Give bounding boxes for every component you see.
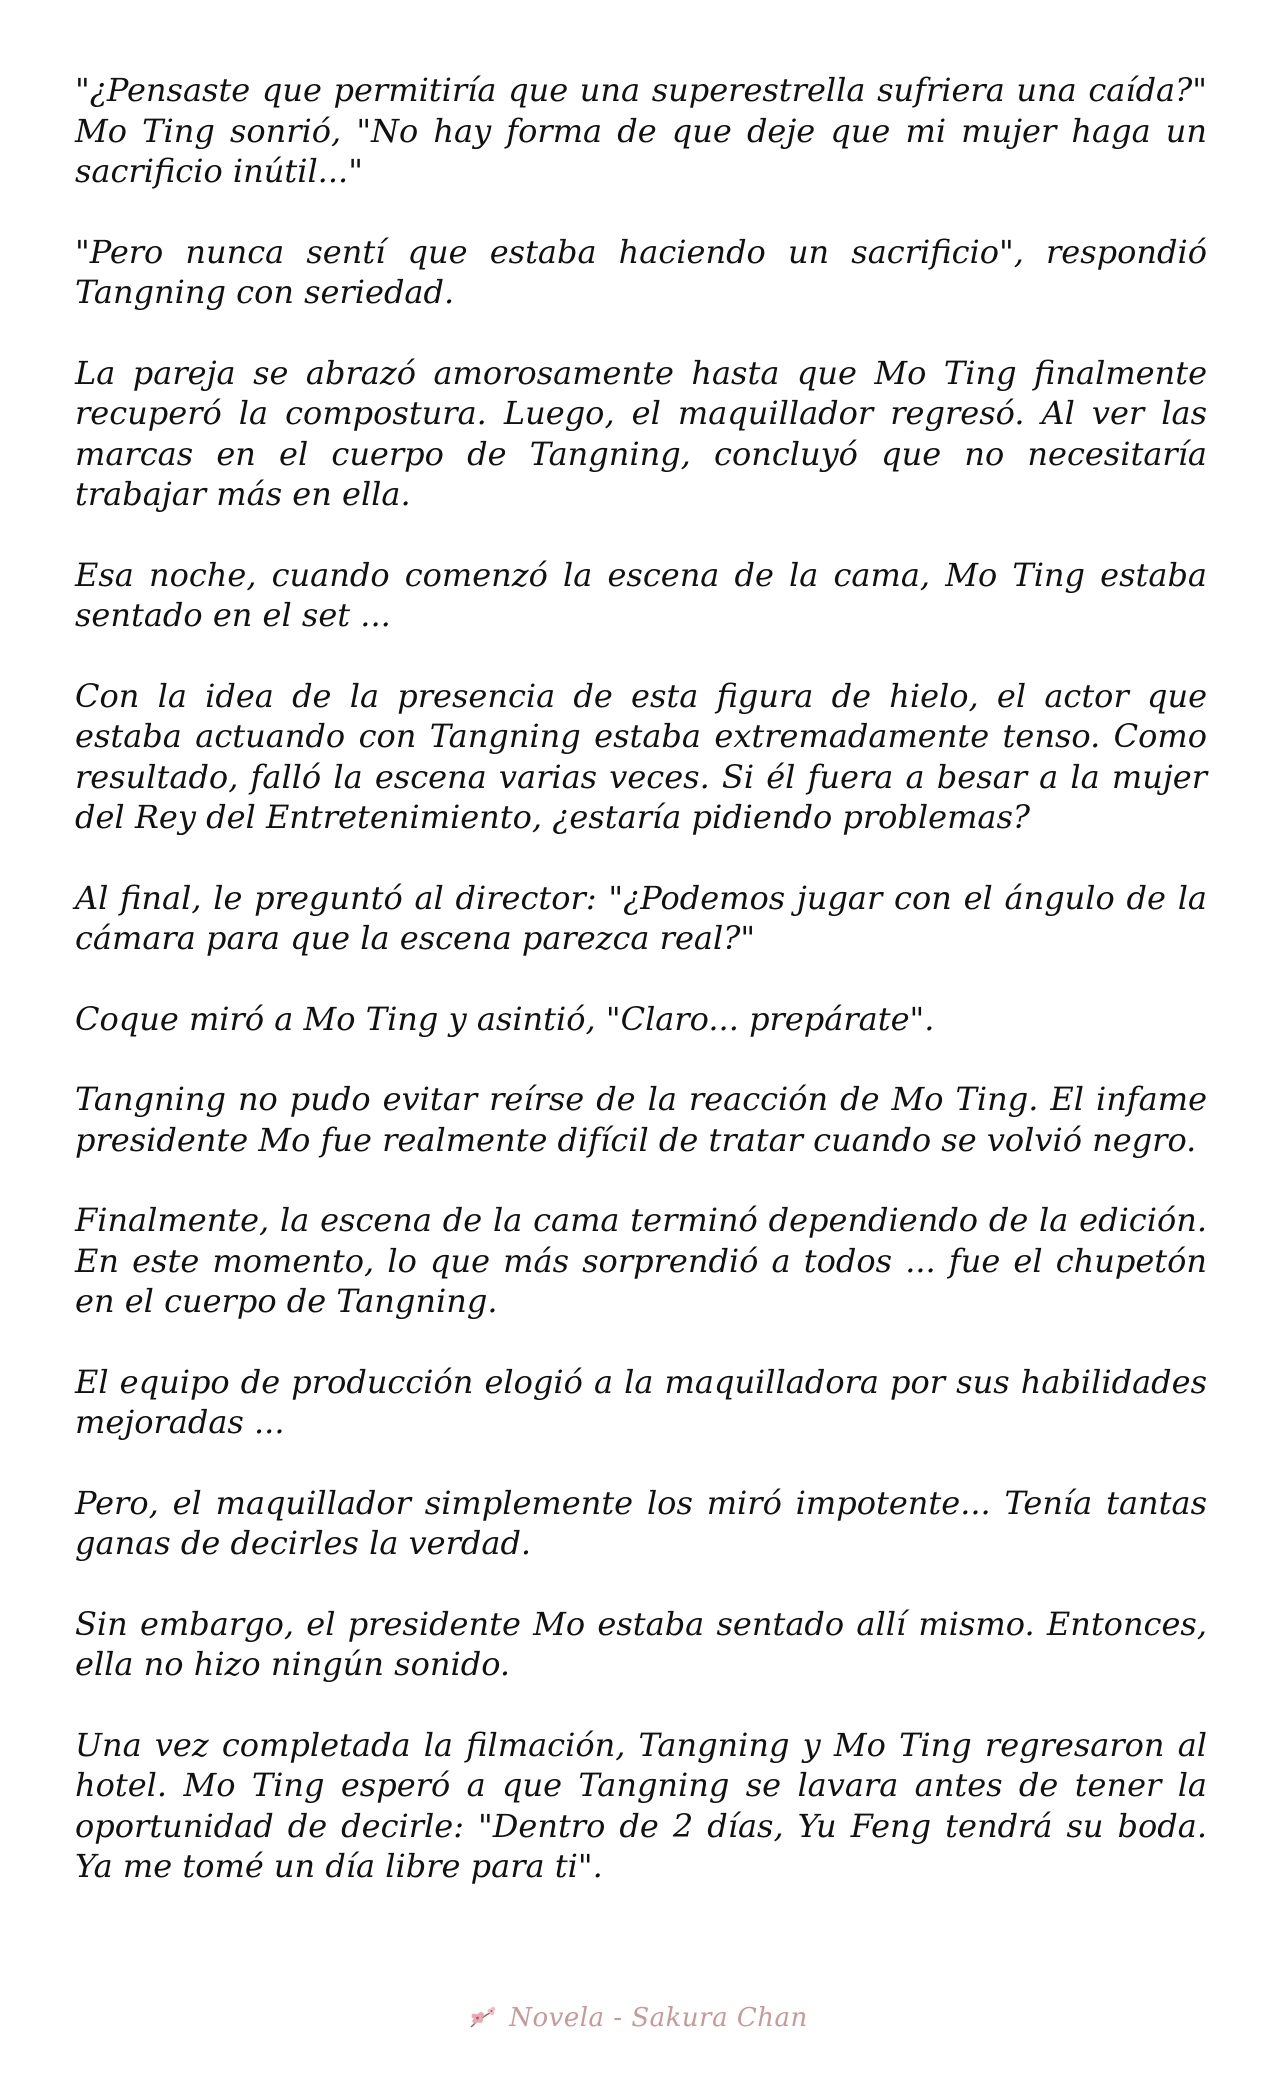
paragraph-1: "¿Pensaste que permitiría que una superestrella sufriera una caída?" Mo Ting sonrió, "No hay forma de que deje que mi mujer haga un sacrificio inútil..." xyxy=(75,71,1207,190)
paragraph-2: "Pero nunca sentí que estaba haciendo un sacrificio", respondió Tangning con seriedad. xyxy=(75,232,1207,311)
footer-text: Novela - Sakura Chan xyxy=(509,2003,808,2033)
paragraph-5: Con la idea de la presencia de esta figura de hielo, el actor que estaba actuando con Tangning estaba extremadamente tenso. Como resultado, falló la escena varias veces. Si él fuera a besar a la mujer del Rey del Entretenimiento, ¿estaría pidiendo problemas? xyxy=(75,676,1207,836)
document-body xyxy=(75,70,1207,1927)
paragraph-3: La pareja se abrazó amorosamente hasta que Mo Ting finalmente recuperó la compostura. Luego, el maquillador regresó. Al ver las marcas en el cuerpo de Tangning, concluyó que no necesitaría trabajar más en ella. xyxy=(75,353,1207,513)
paragraph-13: Una vez completada la filmación, Tangning y Mo Ting regresaron al hotel. Mo Ting esperó a que Tangning se lavara antes de tener la oportunidad de decirle: "Dentro de 2 días, Yu Feng tendrá su boda. Ya me tomé un día libre para ti". xyxy=(75,1725,1207,1885)
footer-watermark xyxy=(0,1998,1275,2038)
paragraph-11: Pero, el maquillador simplemente los miró impotente... Tenía tantas ganas de decirles la verdad. xyxy=(75,1483,1207,1562)
paragraph-7: Coque miró a Mo Ting y asintió, "Claro... prepárate". xyxy=(75,999,935,1038)
paragraph-6: Al final, le preguntó al director: "¿Podemos jugar con el ángulo de la cámara para que la escena parezca real?" xyxy=(75,878,1207,957)
paragraph-12: Sin embargo, el presidente Mo estaba sentado allí mismo. Entonces, ella no hizo ningún sonido. xyxy=(75,1604,1207,1683)
paragraph-4: Esa noche, cuando comenzó la escena de la cama, Mo Ting estaba sentado en el set ... xyxy=(75,555,1207,634)
paragraph-8: Tangning no pudo evitar reírse de la reacción de Mo Ting. El infame presidente Mo fue realmente difícil de tratar cuando se volvió negro. xyxy=(75,1080,1207,1159)
paragraph-10: El equipo de producción elogió a la maquilladora por sus habilidades mejoradas ... xyxy=(75,1362,1207,1441)
paragraph-9: Finalmente, la escena de la cama terminó dependiendo de la edición. En este momento, lo que más sorprendió a todos ... fue el chupetón en el cuerpo de Tangning. xyxy=(75,1201,1207,1320)
sakura-flower-icon xyxy=(467,2003,501,2033)
